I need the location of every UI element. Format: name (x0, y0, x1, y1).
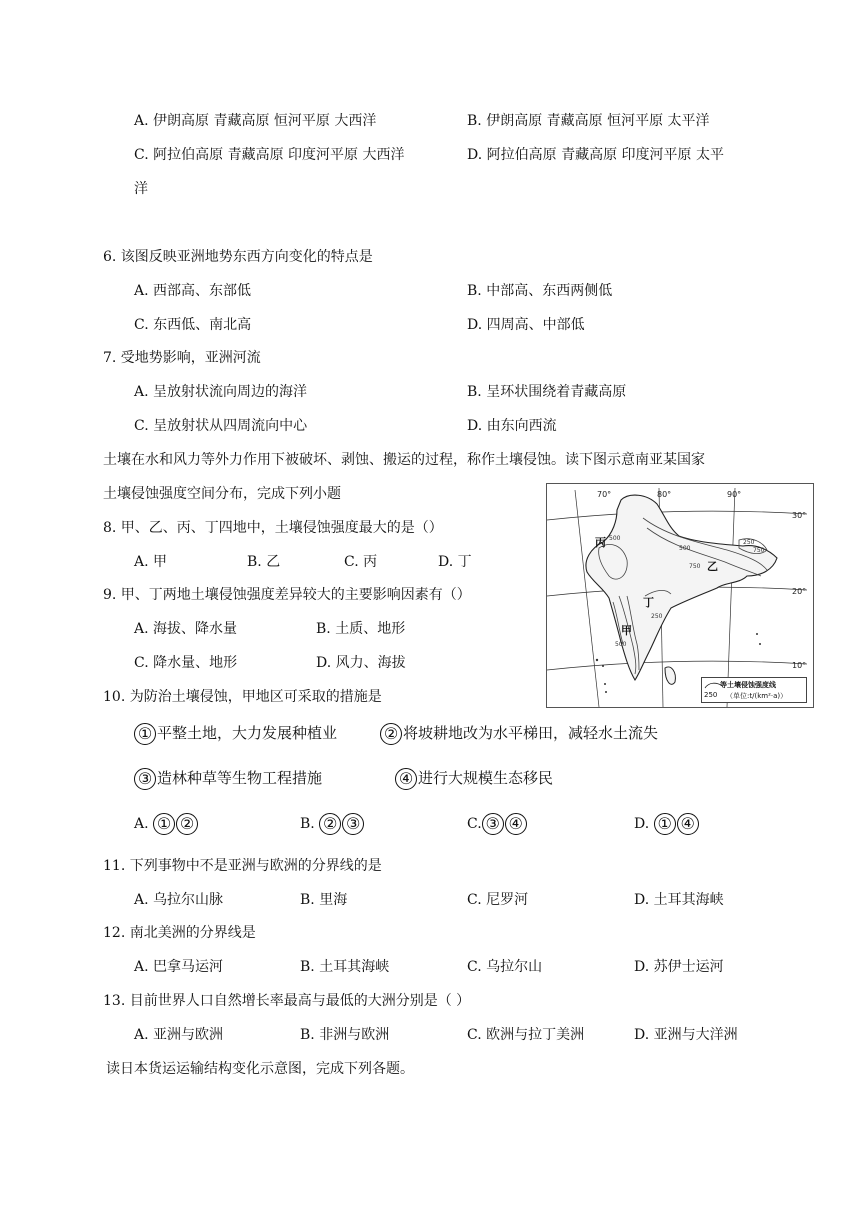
q10-measure-2 (380, 722, 658, 745)
legend-line-icon (704, 680, 724, 690)
region-label-yi: 乙 (707, 560, 718, 573)
region-label-jia: 甲 (621, 624, 632, 637)
q6-stem: 6. 该图反映亚洲地势东西方向变化的特点是 (103, 249, 373, 265)
q6-option-c: C. 东西低、南北高 (134, 317, 252, 333)
lat-label-10: 10° (792, 661, 807, 670)
circled-number: ③ (342, 813, 364, 835)
measure-text: 进行大规模生态移民 (418, 769, 554, 787)
q13-option-c: C. 欧洲与拉丁美洲 (467, 1027, 585, 1043)
lon-label-90: 90° (727, 490, 742, 499)
circled-number: ④ (677, 813, 699, 835)
q7-stem: 7. 受地势影响，亚洲河流 (103, 350, 261, 366)
q11-option-c: C. 尼罗河 (467, 892, 529, 908)
q7-option-a: A. 呈放射状流向周边的海洋 (134, 384, 308, 400)
q10-option-b (300, 813, 365, 835)
q5-option-b: B. 伊朗高原 青藏高原 恒河平原 太平洋 (467, 113, 710, 129)
q8-option-b: B. 乙 (247, 554, 281, 570)
q11-option-a: A. 乌拉尔山脉 (134, 892, 224, 908)
q6-option-d: D. 四周高、中部低 (467, 317, 585, 333)
q13-stem: 13. 目前世界人口自然增长率最高与最低的大洲分别是（ ） (103, 993, 471, 1009)
q6-option-b: B. 中部高、东西两侧低 (467, 283, 613, 299)
circled-number: ③ (134, 768, 156, 790)
q5-option-a: A. 伊朗高原 青藏高原 恒河平原 大西洋 (134, 113, 377, 129)
q12-stem: 12. 南北美洲的分界线是 (103, 925, 256, 941)
contour-label: 500 (609, 535, 621, 542)
circled-number: ① (654, 813, 676, 835)
passage-line-2: 土壤侵蚀强度空间分布，完成下列小题 (103, 486, 341, 502)
q10-option-d (634, 813, 700, 835)
q10-option-c (467, 813, 528, 835)
circled-number: ③ (482, 813, 504, 835)
q10-measure-3 (134, 767, 322, 790)
q13-option-b: B. 非洲与欧洲 (300, 1027, 390, 1043)
contour-label: 750 (753, 547, 765, 554)
contour-label: 500 (679, 545, 691, 552)
q7-option-d: D. 由东向西流 (467, 418, 557, 434)
circled-number: ④ (395, 768, 417, 790)
q10-measure-1 (134, 722, 337, 745)
option-label: C. (467, 816, 482, 832)
q13-option-d: D. 亚洲与大洋洲 (634, 1027, 738, 1043)
q7-option-b: B. 呈环状围绕着青藏高原 (467, 384, 627, 400)
q13-option-a: A. 亚洲与欧洲 (134, 1027, 224, 1043)
q9-option-b: B. 土质、地形 (316, 621, 406, 637)
option-label: B. (300, 816, 315, 832)
q12-option-b: B. 土耳其海峡 (300, 959, 390, 975)
q10-stem: 10. 为防治土壤侵蚀，甲地区可采取的措施是 (103, 689, 382, 705)
lat-label-30: 30° (792, 511, 807, 520)
lon-label-70: 70° (597, 490, 612, 499)
circled-number: ② (176, 813, 198, 835)
measure-text: 将坡耕地改为水平梯田，减轻水土流失 (403, 724, 659, 742)
q8-option-d: D. 丁 (438, 554, 472, 570)
q11-option-b: B. 里海 (300, 892, 348, 908)
legend-title: 等土壤侵蚀强度线 (720, 681, 776, 689)
legend-value: 250 (704, 691, 718, 699)
circled-number: ④ (505, 813, 527, 835)
soil-erosion-map (546, 483, 814, 708)
q12-option-d: D. 苏伊士运河 (634, 959, 724, 975)
circled-number: ① (153, 813, 175, 835)
measure-text: 平整土地，大力发展种植业 (157, 724, 338, 742)
q9-option-c: C. 降水量、地形 (134, 655, 238, 671)
option-label: A. (134, 816, 149, 832)
q9-option-d: D. 风力、海拔 (316, 655, 406, 671)
q5-option-c: C. 阿拉伯高原 青藏高原 印度河平原 大西洋 (134, 147, 405, 163)
circled-number: ② (380, 723, 402, 745)
circled-number: ① (134, 723, 156, 745)
q12-option-c: C. 乌拉尔山 (467, 959, 543, 975)
q10-measure-4 (395, 767, 553, 790)
q11-stem: 11. 下列事物中不是亚洲与欧洲的分界线的是 (103, 858, 382, 874)
q7-option-c: C. 呈放射状从四周流向中心 (134, 418, 308, 434)
q9-option-a: A. 海拔、降水量 (134, 621, 238, 637)
q5-option-d: D. 阿拉伯高原 青藏高原 印度河平原 太平 (467, 147, 724, 163)
option-label: D. (634, 816, 650, 832)
lat-label-20: 20° (792, 587, 807, 596)
region-label-ding: 丁 (643, 596, 654, 609)
contour-label: 250 (651, 613, 663, 620)
contour-label: 750 (689, 563, 701, 570)
lon-label-80: 80° (657, 490, 672, 499)
legend-unit: （单位:t/(km²·a)） (726, 692, 788, 700)
passage-line-1: 土壤在水和风力等外力作用下被破坏、剥蚀、搬运的过程，称作土壤侵蚀。读下图示意南亚某国家 (103, 452, 705, 468)
q11-option-d: D. 土耳其海峡 (634, 892, 724, 908)
contour-label: 250 (743, 539, 755, 546)
q5-option-d-wrap: 洋 (134, 181, 148, 197)
contour-label: 500 (615, 641, 627, 648)
region-label-bing: 丙 (595, 536, 606, 549)
passage-2: 读日本货运运输结构变化示意图，完成下列各题。 (106, 1061, 414, 1077)
q8-option-c: C. 丙 (344, 554, 378, 570)
q12-option-a: A. 巴拿马运河 (134, 959, 224, 975)
q9-stem: 9. 甲、丁两地土壤侵蚀强度差异较大的主要影响因素有（） (103, 587, 471, 603)
q6-option-a: A. 西部高、东部低 (134, 283, 252, 299)
circled-number: ② (319, 813, 341, 835)
q10-option-a (134, 813, 199, 835)
map-graphic (547, 484, 813, 707)
q8-option-a: A. 甲 (134, 554, 168, 570)
measure-text: 造林种草等生物工程措施 (157, 769, 323, 787)
map-legend (701, 677, 807, 703)
q8-stem: 8. 甲、乙、丙、丁四地中，土壤侵蚀强度最大的是（） (103, 520, 443, 536)
